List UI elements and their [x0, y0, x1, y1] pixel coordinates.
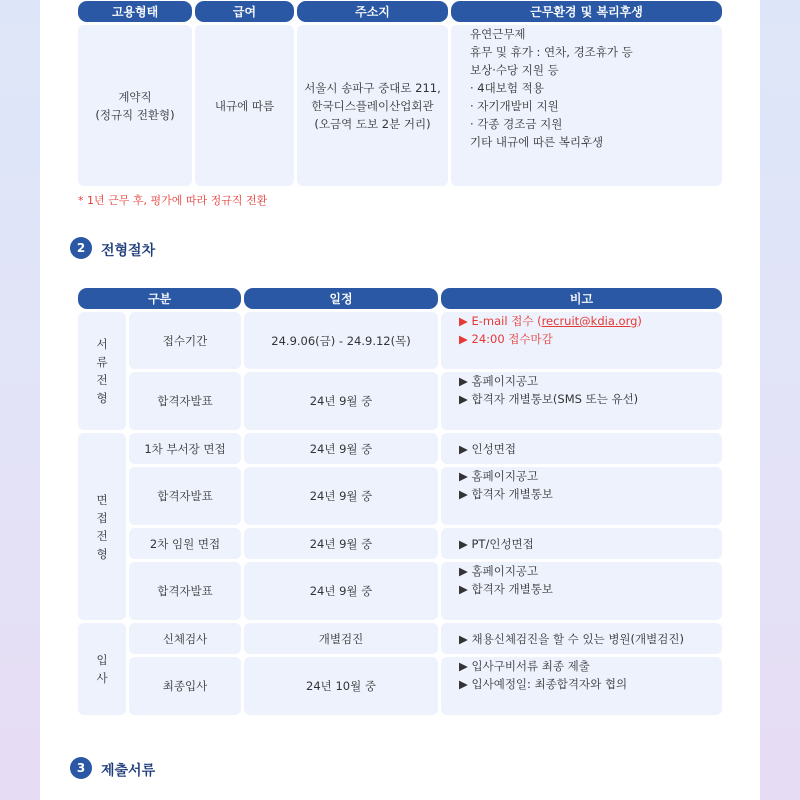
step-label: 신체검사: [162, 631, 208, 646]
address-line: 한국디스플레이산업회관: [311, 98, 434, 113]
section-title: 전형절차: [101, 243, 156, 259]
remark-line: ▶ 합격자 개별통보: [459, 487, 553, 501]
remark-cell: [441, 528, 722, 559]
date-cell: [244, 372, 438, 430]
step-cell: [129, 562, 241, 620]
benefits-line: 휴무 및 휴가 : 연차, 경조휴가 등: [470, 45, 633, 59]
remark-line: ▶ 홈페이지공고: [459, 374, 539, 388]
employment-type-cell: [78, 25, 192, 186]
benefits-line: 유연근무제: [470, 27, 526, 41]
benefits-cell: [451, 25, 722, 186]
recruit-email-link[interactable]: recruit@kdia.org: [541, 314, 638, 328]
header-remarks: 비고: [441, 288, 722, 309]
date-value: 24년 9월 중: [309, 394, 373, 408]
salary-value: 내규에 따름: [214, 98, 275, 113]
remark-line: ▶ 합격자 개별통보(SMS 또는 유선): [459, 392, 639, 406]
header-salary: 급여: [195, 1, 294, 22]
date-cell: [244, 433, 438, 464]
header-schedule: 일정: [244, 288, 438, 309]
benefits-line: 기타 내규에 따른 복리후생: [470, 135, 604, 149]
remark-suffix: ): [637, 314, 642, 328]
step-cell: [129, 623, 241, 654]
conversion-note: * 1년 근무 후, 평가에 따라 정규직 전환: [78, 194, 268, 207]
salary-cell: [195, 25, 294, 186]
date-value: 24년 9월 중: [309, 441, 373, 456]
step-cell: [129, 312, 241, 369]
step-label: 2차 임원 면접: [149, 536, 221, 551]
remark-line: ▶ 입사예정일: 최종합격자와 협의: [459, 677, 628, 691]
remark-line: ▶ 입사구비서류 최종 제출: [459, 659, 590, 673]
benefits-line: 보상·수당 지원 등: [470, 63, 559, 77]
remark-cell: [441, 433, 722, 464]
employment-type-line: (정규직 전환형): [95, 107, 175, 122]
group-label: 면접전형: [96, 492, 108, 561]
section-number-badge: 3: [70, 757, 92, 779]
remark-cell: [441, 312, 722, 369]
date-value: 24년 9월 중: [309, 489, 373, 503]
step-label: 최종입사: [162, 679, 208, 693]
header-address: 주소지: [297, 1, 448, 22]
step-cell: [129, 528, 241, 559]
section-title: 제출서류: [101, 763, 156, 779]
remark-cell: [441, 562, 722, 620]
remark-cell: [441, 372, 722, 430]
date-cell: [244, 312, 438, 369]
remark-line: ▶ 24:00 접수마감: [459, 332, 553, 346]
remark-line: ▶ PT/인성면접: [459, 536, 534, 551]
group-joining: [78, 623, 126, 715]
step-cell: [129, 657, 241, 715]
step-cell: [129, 372, 241, 430]
header-benefits: 근무환경 및 복리후생: [451, 1, 722, 22]
group-document-screening: [78, 312, 126, 430]
benefits-line: · 각종 경조금 지원: [470, 117, 563, 131]
address-line: (오금역 도보 2분 거리): [314, 116, 431, 131]
remark-line: ▶ 인성면접: [459, 441, 516, 456]
benefits-line: · 자기개발비 지원: [470, 99, 559, 113]
step-label: 합격자발표: [157, 584, 213, 598]
date-cell: [244, 657, 438, 715]
header-employment-type: 고용형태: [78, 1, 192, 22]
date-cell: [244, 467, 438, 525]
remark-email-line: [459, 312, 642, 330]
address-line: 서울시 송파구 중대로 211,: [304, 80, 441, 95]
remark-cell: [441, 467, 722, 525]
date-value: 24년 9월 중: [309, 536, 373, 551]
date-value: 개별검진: [318, 631, 364, 646]
step-label: 합격자발표: [157, 394, 213, 408]
step-label: 접수기간: [162, 333, 208, 348]
remark-prefix: ▶ E-mail 접수 (: [459, 314, 542, 328]
date-value: 24년 10월 중: [306, 679, 376, 693]
step-cell: [129, 433, 241, 464]
group-label: 입사: [96, 653, 108, 685]
benefits-line: · 4대보험 적용: [470, 81, 544, 95]
remark-cell: [441, 657, 722, 715]
section-number-badge: 2: [70, 237, 92, 259]
header-category: 구분: [78, 288, 241, 309]
remark-line: ▶ 홈페이지공고: [459, 469, 539, 483]
remark-line: ▶ 홈페이지공고: [459, 564, 539, 578]
step-label: 1차 부서장 면접: [144, 441, 226, 456]
address-cell: [297, 25, 448, 186]
date-value: 24년 9월 중: [309, 584, 373, 598]
remark-cell: [441, 623, 722, 654]
step-cell: [129, 467, 241, 525]
date-cell: [244, 623, 438, 654]
employment-type-line: 계약직: [118, 89, 152, 104]
remark-line: ▶ 합격자 개별통보: [459, 582, 553, 596]
remark-line: ▶ 채용신체검진을 할 수 있는 병원(개별검진): [459, 631, 684, 646]
date-value: 24.9.06(금) - 24.9.12(목): [271, 333, 411, 348]
step-label: 합격자발표: [157, 489, 213, 503]
group-interview-screening: [78, 433, 126, 620]
group-label: 서류전형: [96, 337, 108, 405]
date-cell: [244, 562, 438, 620]
date-cell: [244, 528, 438, 559]
